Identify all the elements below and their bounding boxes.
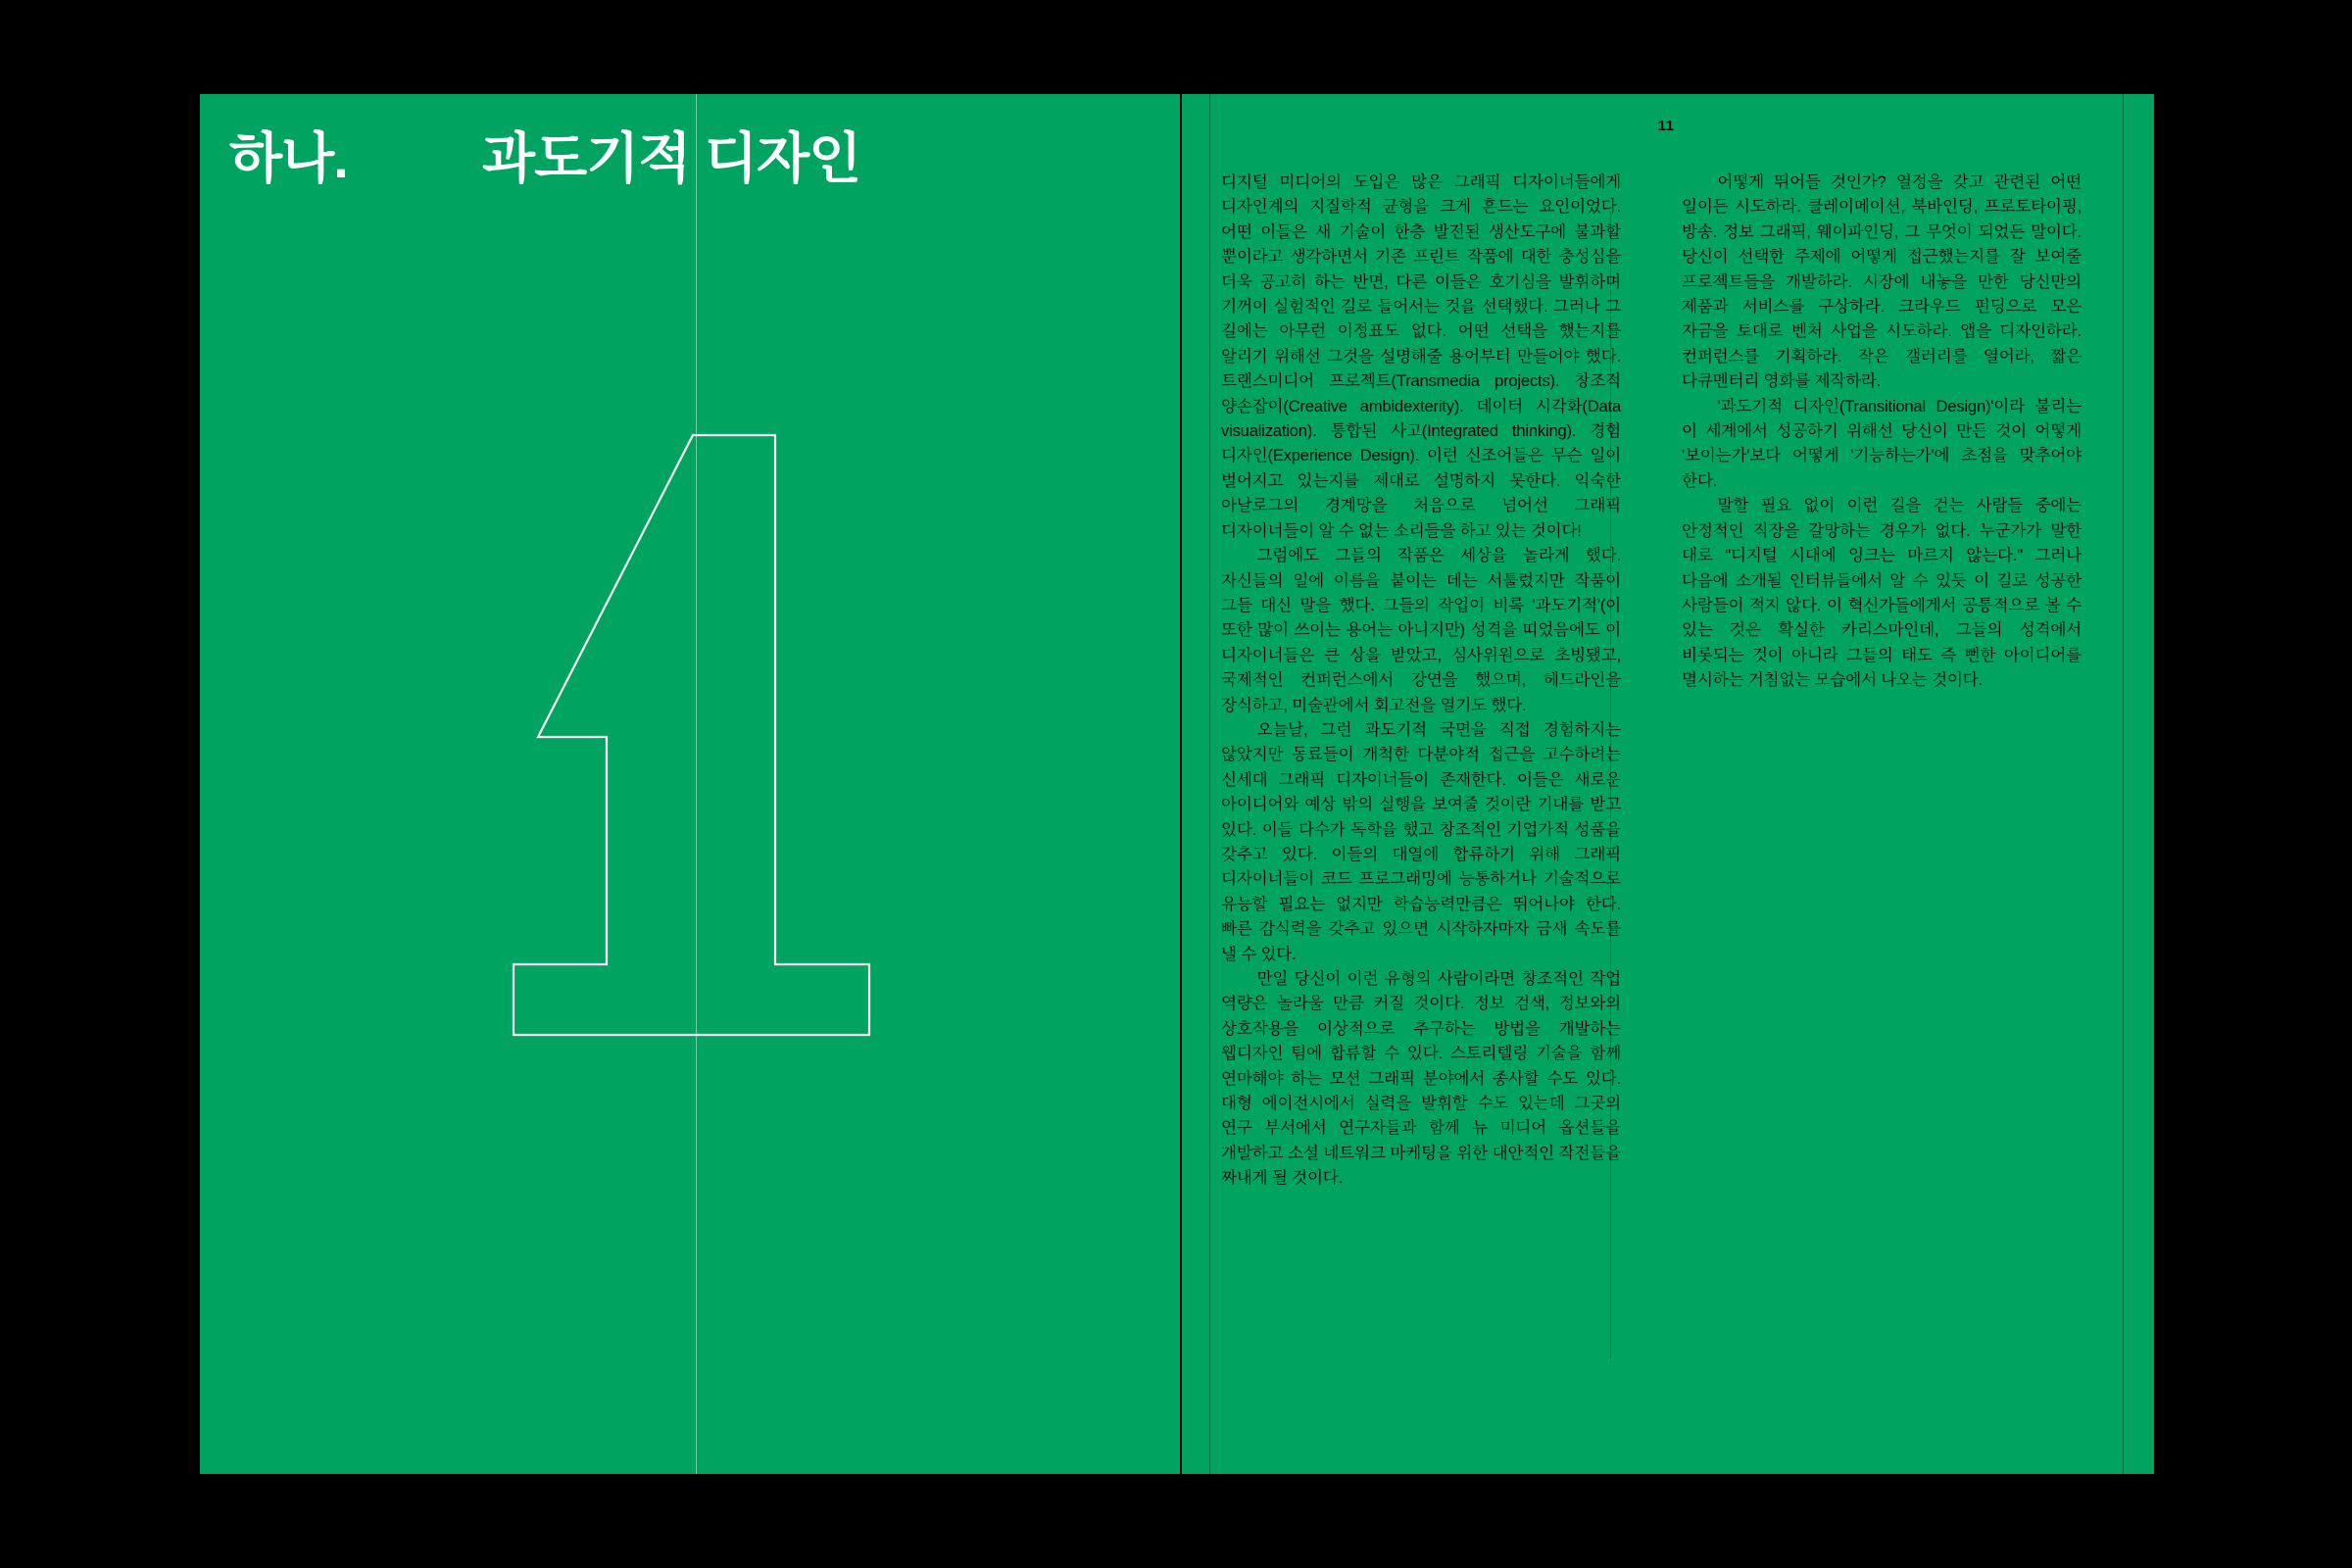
column-left [1221, 170, 1621, 1191]
column-right [1682, 170, 2082, 1191]
vertical-rule-right-inner [1209, 94, 1210, 1474]
chapter-title: 과도기적 디자인 [482, 127, 861, 189]
numeral-one-icon [445, 427, 935, 1113]
numeral-one-illustration [445, 427, 935, 1113]
paragraph: 오늘날, 그런 과도기적 국면을 직접 경험하지는 않았지만 동료들이 개척한 다분야적 접근을 고수하려는 신세대 그래픽 디자이너들이 존재한다. 이들은 새로운 아이디어와 예상 밖의 실행을 보여줄 것이란 기대를 받고 있다. 이들 다수가 독학을 했고 창조적인 기업가적 성품을 갖추고 있다. 이들의 대열에 합류하기 위해 그래픽 디자이너들이 코드 프로그래밍에 능통하거나 기술적으로 유능할 필요는 없지만 학습능력만큼은 뛰어나야 한다. 빠른 감식력을 갖추고 있으면 시작하자마자 금새 속도를 낼 수 있다. [1221, 719, 1621, 963]
paragraph: 말할 필요 없이 이런 길을 걷는 사람들 중에는 안정적인 직장을 갈망하는 경우가 없다. 누군가가 말한 대로 "디지털 시대에 잉크는 마르지 않는다." 그러나 다음에 소개될 인터뷰들에서 알 수 있듯 이 길로 성공한 사람들이 적지 않다. 이 혁신가들에게서 공통적으로 볼 수 있는 것은 확실한 카리스마인데, 그들의 성격에서 비롯되는 것이 아니라 그들의 태도 즉 뻔한 아이디어를 멸시하는 거침없는 모습에서 나오는 것이다. [1682, 496, 2082, 690]
left-page [200, 94, 1180, 1474]
text-columns [1221, 170, 2111, 1191]
column-divider-rule [1610, 212, 1611, 1358]
paragraph: 만일 당신이 이런 유형의 사람이라면 창조적인 작업 역량은 놀라울 만큼 커질 것이다. 정보 검색, 정보와의 상호작용을 이상적으로 추구하는 방법을 개발하는 웹디자인 팀에 합류할 수 있다. 스토리텔링 기술을 함께 연마해야 하는 모션 그래픽 분야에서 종사할 수도 있다. 대형 에이전시에서 실력을 발휘할 수도 있는데 그곳의 연구 부서에서 연구자들과 함께 뉴 미디어 옵션들을 개발하고 소셜 네트워크 마케팅을 위한 대안적인 작전들을 짜내게 될 것이다. [1221, 969, 1621, 1188]
right-page [1180, 94, 2152, 1474]
paragraph: 그럼에도 그들의 작품은 세상을 놀라게 했다. 자신들의 일에 이름을 붙이는 데는 서툴렀지만 작품이 그들 대신 말을 했다. 그들의 작업이 비록 '과도기적'(이 또한 많이 쓰이는 용어는 아니지만) 성격을 띠었음에도 이 디자이너들은 큰 상을 받았고, 심사위원으로 초빙됐고, 국제적인 컨퍼런스에서 강연을 했으며, 헤드라인을 장식하고, 미술관에서 회고전을 열기도 했다. [1221, 546, 1621, 714]
page-number: 11 [1657, 118, 1675, 134]
book-spread [200, 94, 2154, 1474]
paragraph: 어떻게 뛰어들 것인가? 열정을 갖고 관련된 어떤 일이든 시도하라. 클레이메이션, 북바인딩, 프로토타이핑, 방송. 정보 그래픽, 웨이파인딩, 그 무엇이 되었든 말이다. 당신이 선택한 주제에 어떻게 접근했는지를 잘 보여줄 프로젝트들을 개발하라. 시장에 내놓을 만한 당신만의 제품과 서비스를 구상하라. 크라우드 펀딩으로 모은 자금을 토대로 벤처 사업을 시도하라. 앱을 디자인하라. 컨퍼런스를 기획하라. 작은 갤러리를 열어라, 짧은 다큐멘터리 영화를 제작하라. [1682, 172, 2082, 391]
paragraph: 디지털 미디어의 도입은 많은 그래픽 디자이너들에게 디자인계의 지질학적 균형을 크게 흔드는 요인이었다. 어떤 이들은 새 기술이 한층 발전된 생산도구에 불과할 뿐이라고 생각하면서 기존 프린트 작품에 대한 충성심을 더욱 공고히 하는 반면, 다른 이들은 호기심을 발휘하며 기꺼이 실험적인 길로 들어서는 것을 선택했다. 그러나 그 길에는 아무런 이정표도 없다. 어떤 선택을 했는지를 알리기 위해선 그것을 설명해줄 용어부터 만들어야 했다. 트랜스미디어 프로젝트(Transmedia projects). 창조적 양손잡이(Creative ambidexterity). 데이터 시각화(Data visualization). 통합된 사고(Integrated thinking). 경험 디자인(Experience Design). 이런 신조어들은 무슨 일이 벌어지고 있는지를 제대로 설명하지 못한다. 익숙한 아날로그의 경계망을 처음으로 넘어선 그래픽 디자이너들이 알 수 없는 소리들을 하고 있는 것이다! [1221, 172, 1621, 540]
paragraph: '과도기적 디자인(Transitional Design)'이라 불리는 이 세계에서 성공하기 위해선 당신이 만든 것이 어떻게 '보이는가'보다 어떻게 '기능하는가'에 초점을 맞추어야 한다. [1682, 396, 2082, 490]
vertical-rule-right-outer [2123, 94, 2124, 1474]
chapter-number-label: 하나. [229, 127, 348, 189]
chapter-heading [229, 116, 860, 194]
